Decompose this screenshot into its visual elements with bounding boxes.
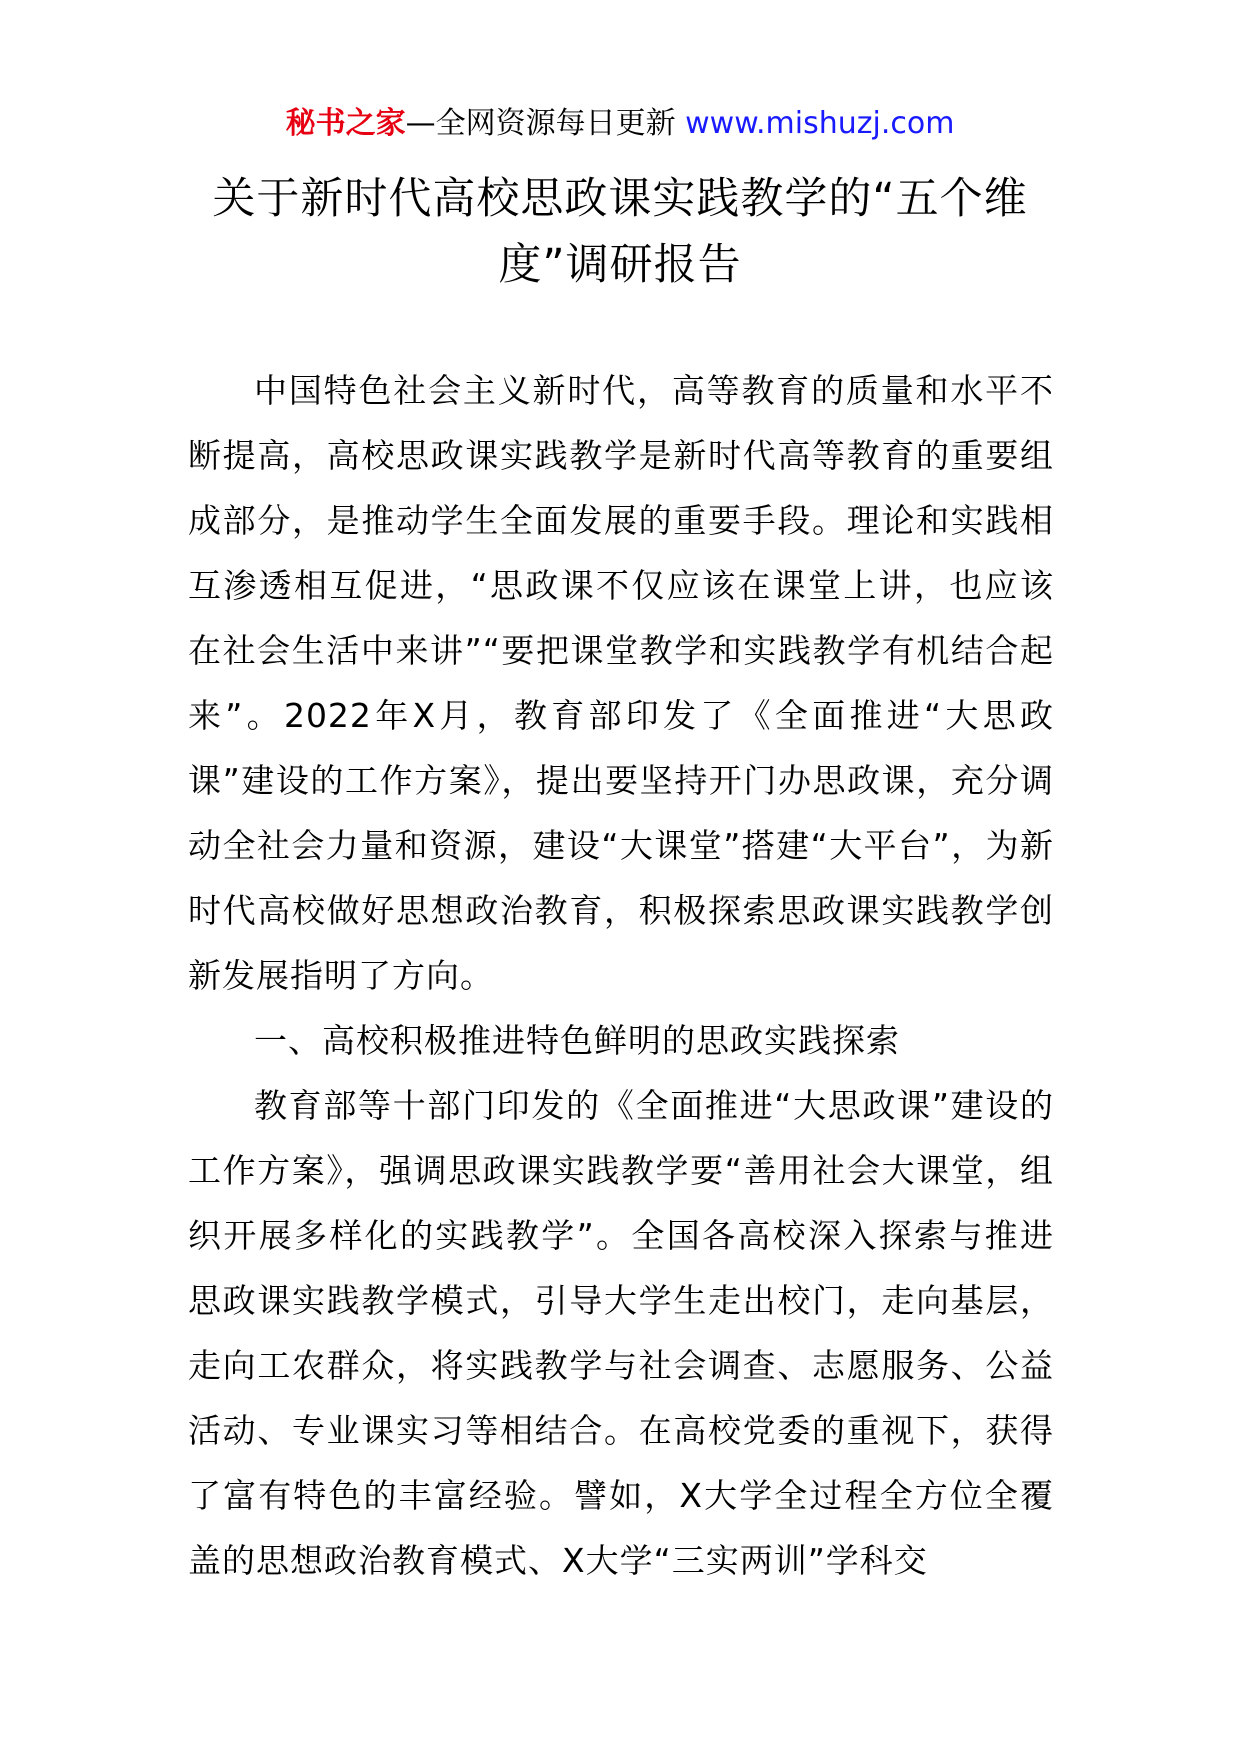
document-title: 关于新时代高校思政课实践教学的“五个维度”调研报告 [212, 174, 1028, 290]
paragraph-section-1: 教育部等十部门印发的《全面推进“大思政课”建设的工作方案》，强调思政课实践教学要“善用社会大课堂，组织开展多样化的实践教学”。全国各高校深入探索与推进思政课实践教学模式，引导大学生走出校门，走向基层，走向工农群众，将实践教学与社会调查、志愿服务、公益活动、专业课实习等相结合。在高校党委的重视下，获得了富有特色的丰富经验。譬如，X大学全过程全方位全覆盖的思想政治教育模式、X大学“三实两训”学科交 [188, 1086, 1054, 1580]
document-body [188, 358, 1054, 1593]
paragraph-intro: 中国特色社会主义新时代，高等教育的质量和水平不断提高，高校思政课实践教学是新时代高等教育的重要组成部分，是推动学生全面发展的重要手段。理论和实践相互渗透相互促进，“思政课不仅应该在课堂上讲，也应该在社会生活中来讲”“要把课堂教学和实践教学有机结合起来”。2022年X月，教育部印发了《全面推进“大思政课”建设的工作方案》，提出要坚持开门办思政课，充分调动全社会力量和资源，建设“大课堂”搭建“大平台”，为新时代高校做好思想政治教育，积极探索思政课实践教学创新发展指明了方向。 [188, 371, 1054, 995]
brand-name: 秘书之家 [285, 106, 406, 141]
banner-url: www.mishuzj.com [685, 106, 955, 141]
banner-slogan: —全网资源每日更新 [405, 106, 686, 141]
watermark-banner [0, 104, 1240, 144]
section-heading-1: 一、高校积极推进特色鲜明的思政实践探索 [254, 1021, 900, 1060]
